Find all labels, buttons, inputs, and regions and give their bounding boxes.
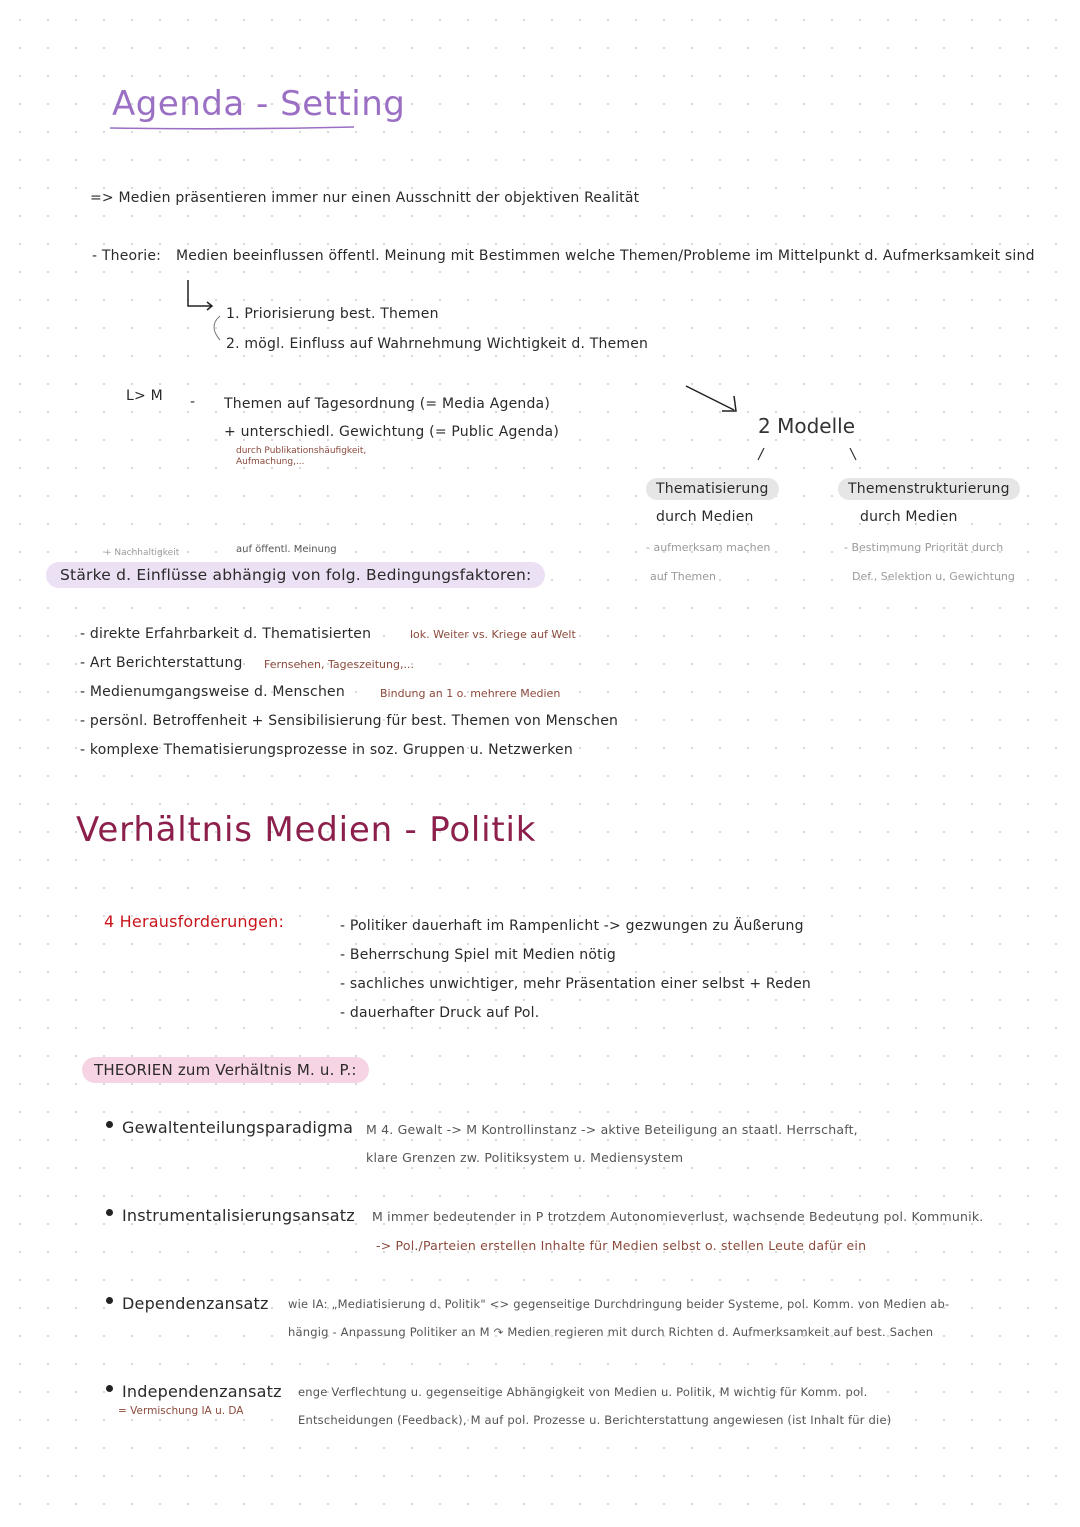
m-dash: - (190, 394, 196, 410)
model-left-sub: durch Medien (656, 509, 754, 525)
models-heading: 2 Modelle (758, 414, 855, 438)
theory-3-line-1: wie IA: „Mediatisierung d. Politik" <> gegenseitige Durchdringung beider Systeme, pol. Komm. von Medien ab- (288, 1297, 950, 1311)
theory-point-2: 2. mögl. Einfluss auf Wahrnehmung Wichtigkeit d. Themen (226, 336, 649, 352)
bullet-icon (106, 1209, 113, 1216)
challenge-3: - sachliches unwichtiger, mehr Präsentation einer selbst + Reden (340, 976, 811, 992)
strength-item-1: - direkte Erfahrbarkeit d. Thematisierten (80, 626, 372, 642)
strength-item-3: - Medienumgangsweise d. Menschen (80, 684, 345, 700)
m-note-1: durch Publikationshäufigkeit, (236, 446, 367, 456)
theory-4-line-1: enge Verflechtung u. gegenseitige Abhängigkeit von Medien u. Politik, M wichtig für Komm. pol. (298, 1385, 868, 1399)
theory-4-line-2: Entscheidungen (Feedback), M auf pol. Prozesse u. Berichterstattung angewiesen (ist Inhalt für die) (298, 1413, 892, 1427)
model-thematisierung: Thematisierung (646, 478, 779, 500)
theory-1-line-2: klare Grenzen zw. Politiksystem u. Mediensystem (366, 1150, 684, 1165)
theory-text: Medien beeinflussen öffentl. Meinung mit Bestimmen welche Themen/Probleme im Mittelpunkt d. Aufmerksamkeit sind (176, 248, 1035, 264)
theories-heading: THEORIEN zum Verhältnis M. u. P.: (82, 1057, 369, 1083)
challenge-4: - dauerhafter Druck auf Pol. (340, 1005, 540, 1021)
model-right-sub: durch Medien (860, 509, 958, 525)
models-arrow-icon (680, 380, 750, 420)
bullet-icon (106, 1385, 113, 1392)
theory-4-sub: = Vermischung IA u. DA (118, 1405, 244, 1417)
strength-small-top: auf öffentl. Meinung (236, 544, 337, 555)
strength-item-4: - persönl. Betroffenheit + Sensibilisierung für best. Themen von Menschen (80, 713, 619, 729)
theory-3-name: Dependenzansatz (122, 1294, 269, 1313)
intro-line: => Medien präsentieren immer nur einen Ausschnitt der objektiven Realität (90, 190, 640, 206)
model-left-note-2: auf Themen (650, 570, 716, 583)
page-title-politik: Verhältnis Medien - Politik (76, 810, 537, 850)
m-note-2: Aufmachung,... (236, 457, 305, 467)
strength-item-2: - Art Berichterstattung (80, 655, 243, 671)
strength-note-3: Bindung an 1 o. mehrere Medien (380, 687, 561, 700)
theory-2-name: Instrumentalisierungsansatz (122, 1206, 355, 1225)
branch-arrow-icon (182, 278, 222, 314)
theory-2-line-1: M immer bedeutender in P trotzdem Autonomieverlust, wachsende Bedeutung pol. Kommunik. (372, 1209, 984, 1224)
theory-point-1: 1. Priorisierung best. Themen (226, 306, 439, 322)
title-underline (108, 124, 358, 132)
strength-small-left: + Nachhaltigkeit (104, 548, 180, 558)
model-right-note-2: Def., Selektion u. Gewichtung (852, 570, 1015, 583)
theory-label: - Theorie: (92, 248, 162, 264)
page-title-agenda: Agenda - Setting (112, 84, 406, 124)
model-left-note-1: - aufmerksam machen (646, 541, 771, 554)
bullet-icon (106, 1121, 113, 1128)
strength-note-2: Fernsehen, Tageszeitung,... (264, 658, 414, 671)
challenges-label: 4 Herausforderungen: (104, 912, 285, 931)
theory-1-line-1: M 4. Gewalt -> M Kontrollinstanz -> aktive Beteiligung an staatl. Herrschaft, (366, 1122, 858, 1137)
theory-1-name: Gewaltenteilungsparadigma (122, 1118, 354, 1137)
bullet-icon (106, 1297, 113, 1304)
curve-arrow-icon (206, 314, 226, 344)
m-line-2: + unterschiedl. Gewichtung (= Public Agenda) (224, 424, 559, 440)
model-right-note-1: - Bestimmung Priorität durch (844, 541, 1004, 554)
m-line-1: Themen auf Tagesordnung (= Media Agenda) (224, 396, 550, 412)
strength-heading: Stärke d. Einflüsse abhängig von folg. Bedingungsfaktoren: (46, 562, 545, 588)
challenge-2: - Beherrschung Spiel mit Medien nötig (340, 947, 617, 963)
m-arrow: L> M (126, 388, 163, 404)
theory-3-line-2: hängig - Anpassung Politiker an M ↷ Medien regieren mit durch Richten d. Aufmerksamkeit auf best. Sachen (288, 1325, 934, 1339)
theory-2-line-2: -> Pol./Parteien erstellen Inhalte für Medien selbst o. stellen Leute dafür ein (376, 1238, 867, 1253)
model-themenstrukturierung: Themenstrukturierung (838, 478, 1020, 500)
theory-4-name: Independenzansatz (122, 1382, 282, 1401)
strength-note-1: lok. Weiter vs. Kriege auf Welt (410, 628, 576, 641)
models-branch (750, 444, 870, 464)
strength-item-5: - komplexe Thematisierungsprozesse in soz. Gruppen u. Netzwerken (80, 742, 573, 758)
challenge-1: - Politiker dauerhaft im Rampenlicht -> gezwungen zu Äußerung (340, 918, 804, 934)
